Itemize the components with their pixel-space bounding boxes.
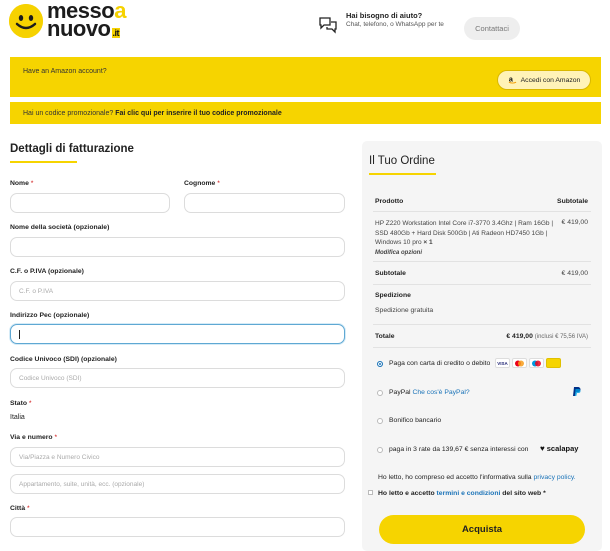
terms-label[interactable] — [378, 490, 546, 497]
help-subtitle: Chat, telefono, o WhatsApp per te — [346, 21, 444, 28]
logo-text-part: messo — [47, 0, 115, 23]
radio-bank[interactable] — [377, 418, 383, 424]
street-label — [10, 434, 57, 441]
card-logos — [495, 358, 561, 368]
street2-input[interactable]: Appartamento, suite, unità, ecc. (opzionale) — [10, 474, 345, 494]
pec-input[interactable] — [10, 324, 345, 344]
paypal-icon — [572, 386, 581, 399]
company-label: Nome della società (opzionale) — [10, 224, 110, 231]
contact-button[interactable]: Contattaci — [464, 17, 520, 40]
shipping-value: Spedizione gratuita — [375, 307, 434, 314]
promo-question: Hai un codice promozionale? — [23, 110, 114, 117]
promo-code-link[interactable]: Fai clic qui per inserire il tuo codice promozionale — [115, 110, 282, 117]
heart-icon: ♥ — [540, 444, 545, 453]
city-label — [10, 505, 30, 512]
first-name-label — [10, 180, 33, 187]
billing-title-underline — [10, 161, 77, 163]
chat-bubbles-icon — [318, 15, 338, 45]
help-title: Hai bisogno di aiuto? — [346, 11, 423, 20]
divider — [373, 347, 591, 348]
company-input[interactable] — [10, 237, 345, 257]
logo-text-part: nuovo — [47, 16, 111, 41]
scalapay-logo-text: scalapay — [546, 444, 579, 453]
label-text: Stato — [10, 400, 27, 407]
scalapay-logo — [540, 444, 578, 453]
privacy-policy-link[interactable]: privacy policy. — [533, 474, 576, 481]
subtotal-value: € 419,00 — [561, 270, 588, 277]
subtotal-label: Subtotale — [375, 270, 406, 277]
svg-text:a: a — [508, 74, 513, 83]
mastercard-icon — [512, 358, 527, 368]
terms-checkbox[interactable] — [368, 490, 373, 495]
logo-text-part: a — [114, 0, 126, 23]
promo-code-bar — [10, 102, 601, 124]
paypal-info-link[interactable]: Che cos'è PayPal? — [412, 389, 470, 396]
country-value: Italia — [10, 414, 25, 421]
total-value: € 419,00 — [506, 333, 533, 340]
logo-tld: .it — [112, 28, 119, 38]
required-mark: * — [217, 180, 220, 187]
street-input[interactable]: Via/Piazza e Numero Civico — [10, 447, 345, 467]
privacy-notice — [378, 474, 576, 481]
scalapay-text: paga in 3 rate da 139,67 € senza interessi con — [389, 446, 529, 453]
last-name-input[interactable] — [184, 193, 345, 213]
label-text: Cognome — [184, 180, 216, 187]
order-title: Il Tuo Ordine — [369, 155, 435, 167]
required-mark: * — [54, 434, 58, 441]
radio-card[interactable] — [377, 361, 383, 367]
required-mark: * — [30, 180, 34, 187]
divider — [373, 261, 591, 262]
logo-smiley-icon[interactable] — [9, 4, 43, 38]
pay-bank-label[interactable]: Bonifico bancario — [389, 417, 442, 424]
text-cursor — [19, 330, 20, 339]
radio-paypal[interactable] — [377, 390, 383, 396]
sdi-input[interactable]: Codice Univoco (SDI) — [10, 368, 345, 388]
divider — [373, 324, 591, 325]
product-price: € 419,00 — [561, 219, 588, 226]
help-box[interactable] — [318, 11, 450, 45]
col-product-header: Prodotto — [375, 198, 404, 205]
last-name-label — [184, 180, 220, 187]
logo-wordmark[interactable] — [47, 2, 126, 42]
amazon-login-bar — [10, 57, 601, 97]
promo-bar-text — [23, 110, 282, 117]
required-mark: * — [543, 490, 546, 497]
radio-scalapay[interactable] — [377, 447, 383, 453]
pay-scalapay-label[interactable] — [389, 446, 528, 453]
buy-button[interactable]: Acquista — [379, 515, 585, 544]
maestro-icon — [529, 358, 544, 368]
pay-paypal-label[interactable] — [389, 389, 470, 396]
paypal-text: PayPal — [389, 389, 411, 396]
col-subtotal-header: Subtotale — [557, 198, 588, 205]
terms-link[interactable]: termini e condizioni — [436, 490, 501, 497]
postepay-icon — [546, 358, 561, 368]
amazon-login-button[interactable] — [497, 70, 591, 90]
order-title-underline — [369, 173, 436, 175]
sdi-label: Codice Univoco (SDI) (opzionale) — [10, 356, 117, 363]
label-text: Nome — [10, 180, 29, 187]
pay-card-label[interactable]: Paga con carta di credito o debito — [389, 360, 491, 367]
total-label: Totale — [375, 333, 395, 340]
privacy-text: Ho letto, ho compreso ed accetto l'informativa sulla — [378, 474, 532, 481]
amazon-bar-text: Have an Amazon account? — [23, 68, 107, 75]
city-input[interactable] — [10, 517, 345, 537]
terms-text: Ho letto e accetto — [378, 490, 435, 497]
divider — [373, 284, 591, 285]
terms-suffix: del sito web — [502, 490, 542, 497]
visa-icon: VISA — [495, 358, 510, 368]
total-vat: (inclusi € 75,56 IVA) — [534, 334, 588, 340]
shipping-label: Spedizione — [375, 292, 411, 299]
billing-title: Dettagli di fatturazione — [10, 143, 134, 155]
tax-code-input[interactable]: C.F. o P.IVA — [10, 281, 345, 301]
tax-code-label: C.F. o P.IVA (opzionale) — [10, 268, 84, 275]
product-description: HP Z220 Workstation Intel Core i7-3770 3.4Ghz | Ram 16Gb | SSD 480Gb + Hard Disk 500Gb | Ati Radeon HD7450 1Gb | Windows 10 pro — [375, 220, 554, 246]
total-value-group — [470, 333, 588, 340]
amazon-icon — [508, 75, 517, 86]
label-text: Città — [10, 505, 26, 512]
required-mark: * — [27, 505, 30, 512]
country-label — [10, 400, 32, 407]
first-name-input[interactable] — [10, 193, 170, 213]
required-mark: * — [28, 400, 32, 407]
label-text: Via e numero — [10, 434, 53, 441]
amazon-login-label: Accedi con Amazon — [520, 76, 581, 84]
pec-label: Indirizzo Pec (opzionale) — [10, 312, 90, 319]
modify-options-link[interactable]: Modifica opzioni — [375, 249, 422, 256]
product-line — [375, 219, 559, 258]
product-quantity: × 1 — [423, 239, 433, 246]
divider — [373, 211, 591, 212]
